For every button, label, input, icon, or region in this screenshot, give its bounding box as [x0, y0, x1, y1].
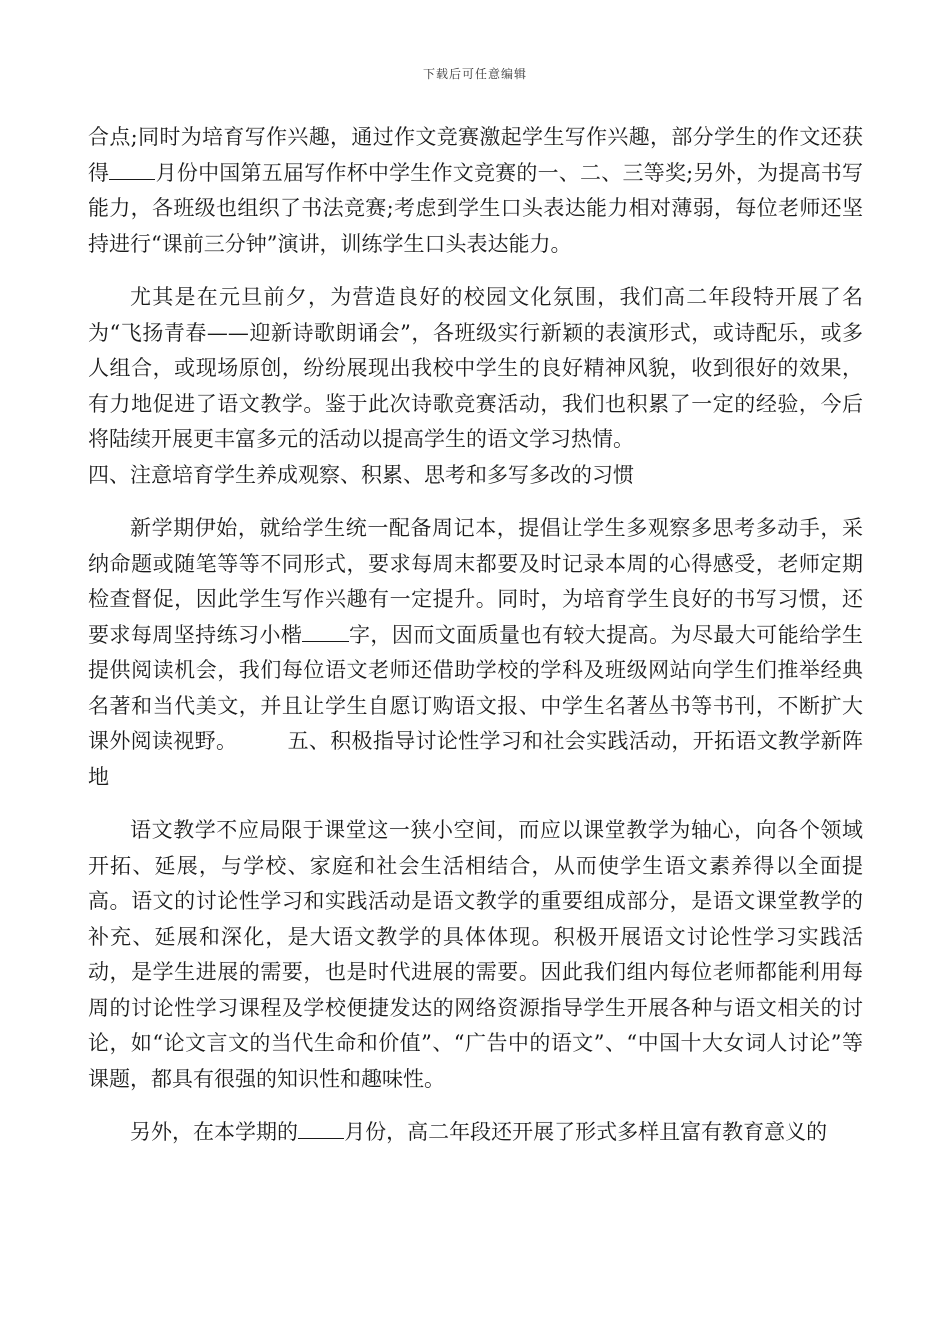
- fill-in-blank: [298, 1116, 344, 1139]
- paragraph-research-learning: 语文教学不应局限于课堂这一狭小空间，而应以课堂教学为轴心，向各个领域开拓、延展，与学校、家庭和社会生活相结合，从而使学生语文素养得以全面提高。语文的讨论性学习和实践活动是语文教学的重要组成部分，是语文课堂教学的补充、延展和深化，是大语文教学的具体体现。积极开展语文讨论性学习实践活动，是学生进展的需要，也是时代进展的需要。因此我们组内每位老师都能利用每周的讨论性学习课程及学校便捷发达的网络资源指导学生开展各种与语文相关的讨论，如“论文言文的当代生命和价值”、“广告中的语文”、“中国十大女词人讨论”等课题，都具有很强的知识性和趣味性。: [88, 818, 863, 1091]
- fill-in-blank: [109, 156, 155, 179]
- paragraph-text: 月份中国第五届写作杯中学生作文竞赛的一、二、三等奖;另外，为提高书写能力，各班级也组织了书法竞赛;考虑到学生口头表达能力相对薄弱，每位老师还坚持进行“课前三分钟”演讲，训练学生口头表达能力。: [88, 160, 864, 256]
- paragraph-text: 月份，高二年段还开展了形式多样且富有教育意义的: [344, 1120, 828, 1144]
- paragraph-weekly-journal: [88, 511, 863, 795]
- fill-in-blank: [302, 618, 348, 641]
- section-heading-four: 四、注意培育学生养成观察、积累、思考和多写多改的习惯: [88, 462, 634, 487]
- paragraph-text: 另外，在本学期的: [130, 1120, 298, 1144]
- section-heading-five: 五、积极指导讨论性学习和社会实践活动，开拓语文教学新阵地: [88, 729, 863, 789]
- paragraph-text: 字，因而文面质量也有较大提高。为尽最大可能给学生提供阅读机会，我们每位语文老师还借助学校的学科及班级网站向学生们推举经典名著和当代美文，并且让学生自愿订购语文报、中学生名著丛书等书刊，不断扩大课外阅读视野。: [88, 622, 864, 753]
- document-body: [88, 120, 863, 1151]
- paragraph-poetry-recital: 尤其是在元旦前夕，为营造良好的校园文化氛围，我们高二年段特开展了名为“飞扬青春——迎新诗歌朗诵会”，各班级实行新颖的表演形式，或诗配乐，或多人组合，或现场原创，纷纷展现出我校中学生的良好精神风貌，收到很好的效果，有力地促进了语文教学。鉴于此次诗歌竞赛活动，我们也积累了一定的经验，今后将陆续开展更丰富多元的活动以提高学生的语文学习热情。: [88, 285, 863, 451]
- paragraph-text: 合点;同时为培育写作兴趣，通过作文竞赛激起学生写作兴趣，部分学生的作文还获得: [88, 125, 863, 185]
- paragraph-text: 新学期伊始，就给学生统一配备周记本，提倡让学生多观察多思考多动手，采纳命题或随笔等等不同形式，要求每周末都要及时记录本周的心得感受，老师定期检查督促，因此学生写作兴趣有一定提升。同时，为培育学生良好的书写习惯，还要求每周坚持练习小楷: [88, 516, 863, 647]
- paragraph-other-activities: [88, 1115, 863, 1151]
- page-header: 下载后可任意编辑: [422, 67, 527, 81]
- paragraph-writing-interest: [88, 120, 863, 262]
